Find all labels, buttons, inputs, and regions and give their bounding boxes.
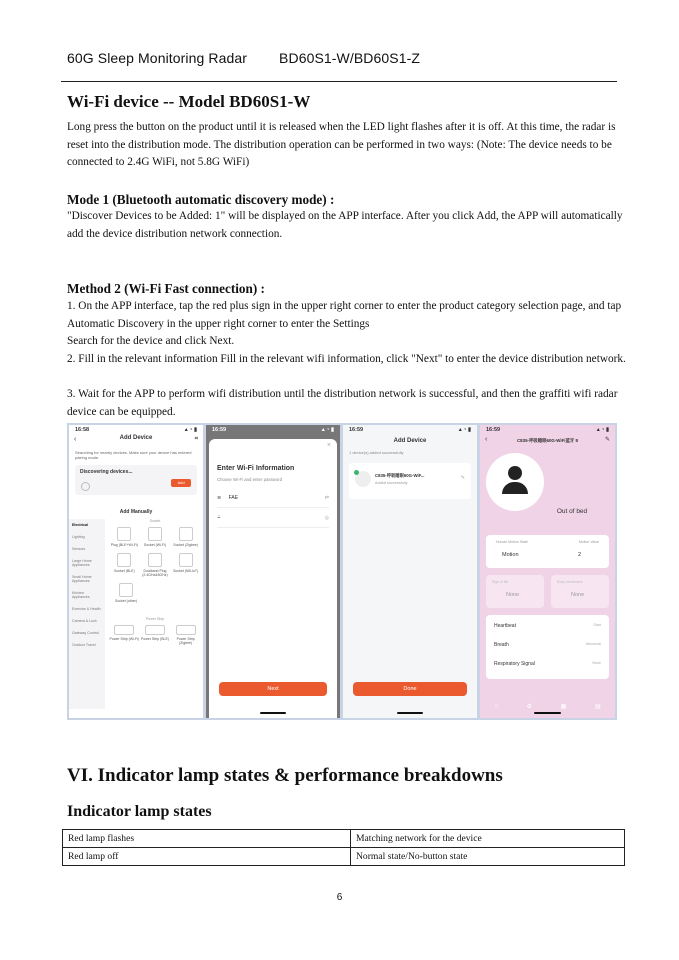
discovering-label: Discovering devices...	[80, 469, 133, 475]
add-manually-heading: Add Manually	[119, 509, 153, 515]
motion-value: Motion	[502, 552, 519, 558]
screen-title: Add Device	[393, 438, 427, 444]
vitals-value: Abnormal	[585, 642, 601, 646]
method2-step3: 3. Wait for the APP to perform wifi distribution until the distribution network is successful, and then the graffiti wifi radar device can be equipped.	[67, 388, 618, 418]
category-item[interactable]: Lighting	[72, 535, 85, 539]
section-title: Wi-Fi device -- Model BD60S1-W	[67, 92, 311, 111]
table-row	[63, 830, 625, 848]
status-icons: ▴ ◔ ▮	[458, 427, 471, 433]
method2-heading	[67, 280, 627, 300]
vitals-value: None	[592, 661, 601, 665]
back-icon[interactable]: ‹	[74, 436, 77, 443]
device-tile[interactable]	[109, 553, 139, 577]
home-icon[interactable]: ⌂	[494, 703, 498, 709]
lamp-meaning-cell: Matching network for the device	[351, 830, 625, 848]
next-button[interactable]: Next	[219, 682, 327, 696]
wifi-icon: ≋	[217, 495, 222, 501]
switch-icon[interactable]: ⇄	[324, 495, 329, 501]
status-icons: ▴ ◔ ▮	[596, 427, 609, 433]
page-number: 6	[336, 892, 343, 903]
calendar-icon[interactable]: ▦	[560, 704, 567, 710]
bottom-nav	[480, 703, 615, 710]
header-model: BD60S1-W/BD60S1-Z	[279, 50, 421, 66]
edit-icon[interactable]: ✎	[604, 437, 610, 443]
person-body-icon	[502, 482, 528, 494]
vitals-row[interactable]	[494, 661, 601, 667]
lamp-state-cell: Red lamp flashes	[63, 830, 351, 848]
category-panel	[69, 519, 203, 709]
status-icons: ▴ ◔ ▮	[321, 427, 334, 433]
status-icons: ▴ ◔ ▮	[184, 427, 197, 433]
screen-device-added	[343, 425, 477, 718]
device-status: Added successfully	[375, 481, 408, 485]
category-item[interactable]: Large Home Appliances	[72, 559, 92, 567]
bed-state: Out of bed	[556, 508, 588, 515]
search-notice: Searching for nearby devices. Make sure your device has entered pairing mode.	[75, 450, 192, 460]
device-label: Power Strip (BLE)	[140, 637, 169, 641]
category-item[interactable]: Outdoor Travel	[72, 643, 96, 647]
category-item[interactable]: Exercise & Health	[72, 607, 101, 611]
vitals-row[interactable]	[494, 623, 601, 629]
left-card-label: Sign of life	[492, 580, 509, 584]
discovering-card	[75, 465, 197, 495]
device-label: Socket (BLE)	[114, 569, 135, 573]
done-button[interactable]: Done	[353, 682, 467, 696]
edit-icon[interactable]: ✎	[460, 475, 465, 481]
vitals-label: Heartbeat	[494, 623, 516, 629]
screen-wifi-info	[206, 425, 340, 718]
device-tile[interactable]	[140, 553, 170, 577]
lamp-meaning-cell: Normal state/No-button state	[351, 848, 625, 866]
home-indicator	[260, 712, 286, 714]
app-screenshots	[67, 423, 617, 720]
category-sidebar	[69, 519, 105, 709]
device-label: Dualband Plug (2.4GHz&5GHz)	[142, 569, 168, 577]
lamp-state-cell: Red lamp off	[63, 848, 351, 866]
device-label: Plug (BLE+Wi-Fi)	[110, 543, 138, 547]
vitals-value: Start	[593, 623, 601, 627]
category-item[interactable]: Small Home Appliances	[72, 575, 92, 583]
device-label: Power Strip (Wi-Fi)	[109, 637, 140, 641]
vitals-card	[486, 615, 609, 679]
scan-icon[interactable]: ⌗	[194, 436, 198, 442]
table-row	[63, 848, 625, 866]
category-item[interactable]: Camera & Lock	[72, 619, 97, 623]
added-device-card[interactable]	[349, 463, 471, 499]
device-tile[interactable]	[140, 625, 170, 645]
vitals-row[interactable]	[494, 642, 601, 648]
spinner-icon	[81, 482, 90, 491]
device-label: Socket (NB-IoT)	[173, 569, 199, 573]
left-card-value: None	[506, 592, 520, 598]
lamp-state-table	[62, 829, 625, 866]
device-title: C835-呼吸睡眠60G-WiFi蓝牙 8	[517, 438, 578, 443]
lock-icon: ⍨	[217, 515, 221, 521]
device-tile[interactable]	[109, 527, 139, 547]
category-item[interactable]: Sensors	[72, 547, 86, 551]
vitals-label: Respiratory Signal	[494, 661, 535, 667]
avatar	[486, 453, 544, 511]
device-name: C835-呼吸睡眠60G-WiF...	[375, 473, 425, 478]
right-card	[551, 575, 609, 608]
motion-label: Human Motion State	[496, 540, 528, 544]
indicator-subtitle: Indicator lamp states	[67, 803, 212, 820]
ssid-value: FAE	[228, 495, 239, 501]
category-item[interactable]: Kitchen Appliances	[72, 591, 90, 599]
person-head-icon	[508, 466, 522, 480]
device-label: Socket (Wi-Fi)	[143, 543, 167, 547]
back-icon[interactable]: ‹	[485, 436, 488, 443]
device-tile[interactable]	[171, 553, 201, 577]
mode1-text: "Discover Devices to be Added: 1" will be displayed on the APP interface. After you click Add, the APP will automatically add the device distribution network connection.	[67, 210, 623, 240]
motion-value-number: 2	[577, 552, 581, 558]
ssid-field[interactable]	[217, 495, 329, 508]
device-tile[interactable]	[109, 625, 139, 645]
eye-icon[interactable]: ◎	[324, 515, 329, 521]
device-label: Power Strip (Zigbee)	[176, 637, 195, 645]
mode1-heading-text: Mode 1 (Bluetooth automatic discovery mode) :	[67, 192, 335, 207]
status-time: 16:59	[212, 427, 227, 433]
report-icon[interactable]: ▤	[594, 704, 601, 710]
device-label: Socket (Zigbee)	[173, 543, 198, 547]
success-check-icon	[354, 470, 359, 475]
category-item[interactable]: Electrical	[72, 523, 88, 527]
category-item[interactable]: Gateway Control	[72, 631, 99, 635]
page-header	[67, 50, 448, 66]
close-icon[interactable]: ×	[326, 442, 331, 449]
settings-icon[interactable]: ⚙	[526, 704, 532, 710]
method2-heading-text: Method 2 (Wi-Fi Fast connection) :	[67, 281, 265, 296]
method2-step1b: Search for the device and click Next.	[67, 335, 235, 347]
method2-step2: 2. Fill in the relevant information Fill in the relevant wifi information, click "Next" to enter the device distribution network.	[67, 353, 626, 365]
wifi-sheet	[209, 439, 337, 718]
motion-card	[486, 535, 609, 568]
vitals-label: Breath	[494, 642, 509, 648]
wifi-subtitle: Choose Wi-Fi and enter password	[217, 477, 282, 482]
add-button[interactable]: Add	[171, 479, 191, 487]
screen-device-panel	[480, 425, 615, 718]
home-indicator	[534, 712, 561, 714]
right-card-value: None	[571, 592, 585, 598]
password-field[interactable]	[217, 515, 329, 528]
header-rule	[61, 81, 617, 82]
device-tile[interactable]	[111, 583, 141, 603]
section6-title: VI. Indicator lamp states & performance breakdowns	[67, 765, 503, 786]
device-grid	[109, 519, 201, 645]
device-tile[interactable]	[140, 527, 170, 547]
home-indicator	[397, 712, 424, 714]
device-label: Socket (other)	[115, 599, 137, 603]
wifi-title: Enter Wi-Fi Information	[217, 465, 295, 472]
left-card	[486, 575, 544, 608]
status-time: 16:59	[486, 427, 501, 433]
device-tile[interactable]	[171, 625, 201, 645]
status-time: 16:58	[75, 427, 90, 433]
intro-paragraph: Long press the button on the product until it is released when the LED light flashes after it is off. At this time, the radar is reset into the distribution mode. The distribution operation can be performed in two ways: (Note: The device needs to be connected to 2.4G WiFi, not 5.8G WiFi)	[67, 121, 616, 168]
motion-value-label: Motion Value	[578, 540, 599, 544]
power-strip-header: Power Strip	[145, 617, 165, 621]
screen-add-device	[69, 425, 203, 718]
device-tile[interactable]	[171, 527, 201, 547]
screen-title: Add Device	[119, 435, 153, 441]
header-title: 60G Sleep Monitoring Radar	[67, 50, 248, 66]
right-card-label: Body Movement	[557, 580, 583, 584]
added-notice: 1 device(s) added successfully	[349, 450, 404, 455]
socket-header: Socket	[149, 519, 161, 523]
method2-step1: 1. On the APP interface, tap the red plus sign in the upper right corner to enter the product category selection page, and tap Automatic Discovery in the upper right corner to enter the Settings	[67, 300, 622, 330]
status-time: 16:59	[349, 427, 364, 433]
